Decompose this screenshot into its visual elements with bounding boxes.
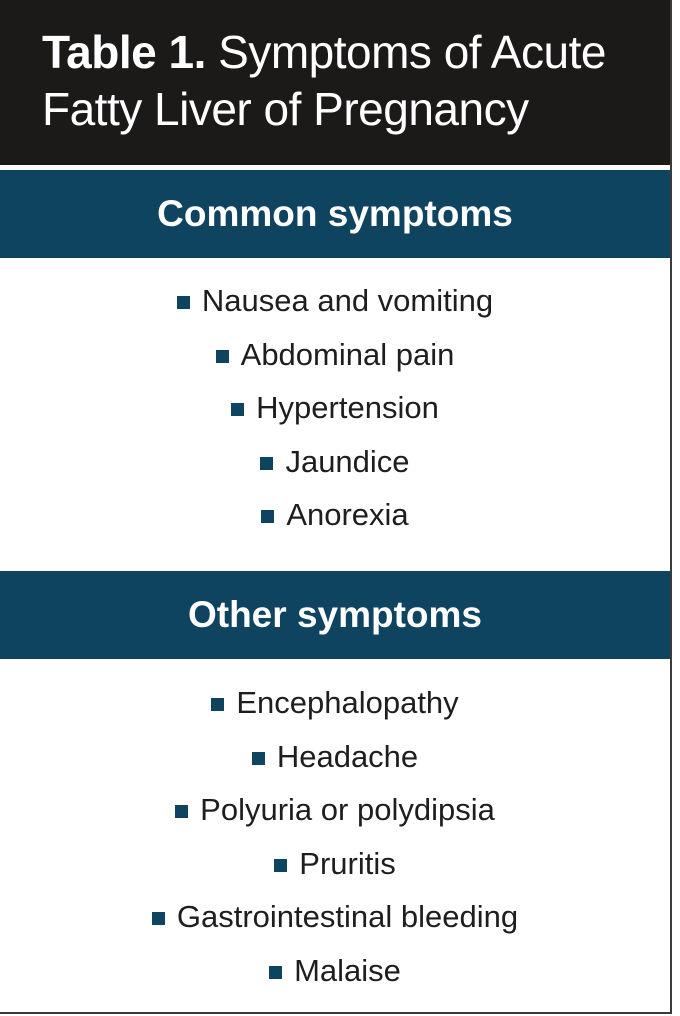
square-bullet-icon xyxy=(260,457,273,470)
square-bullet-icon xyxy=(152,912,165,925)
table-title xyxy=(0,0,670,165)
list-item xyxy=(0,734,670,788)
list-item xyxy=(0,332,670,386)
list-item xyxy=(0,894,670,948)
other-symptoms-list xyxy=(0,680,670,1002)
title-line-2: Fatty Liver of Pregnancy xyxy=(42,83,529,135)
list-item xyxy=(0,948,670,1002)
list-item xyxy=(0,492,670,546)
list-item-label: Encephalopathy xyxy=(236,685,459,720)
list-item-label: Headache xyxy=(276,738,419,774)
list-item-label: Gastrointestinal bleeding xyxy=(176,899,519,935)
list-item-label: Jaundice xyxy=(285,443,410,479)
square-bullet-icon xyxy=(175,805,188,818)
list-item xyxy=(0,787,670,841)
list-item xyxy=(0,680,670,734)
square-bullet-icon xyxy=(261,510,274,523)
list-item-label: Malaise xyxy=(294,952,401,988)
square-bullet-icon xyxy=(252,752,265,765)
section-header-other: Other symptoms xyxy=(0,571,670,659)
title-line-1 xyxy=(42,24,670,81)
common-symptoms-list xyxy=(0,278,670,546)
square-bullet-icon xyxy=(211,698,224,711)
square-bullet-icon xyxy=(177,296,190,309)
list-item-label: Pruritis xyxy=(299,845,396,881)
list-item-label: Polyuria or polydipsia xyxy=(200,792,495,828)
list-item xyxy=(0,841,670,895)
table-number: Table 1. xyxy=(42,26,206,78)
list-item-label: Anorexia xyxy=(286,497,409,533)
list-item xyxy=(0,439,670,493)
square-bullet-icon xyxy=(216,350,229,363)
list-item-label: Hypertension xyxy=(256,390,439,426)
list-item xyxy=(0,278,670,332)
section-header-common: Common symptoms xyxy=(0,170,670,258)
title-line-1-text: Symptoms of Acute xyxy=(218,26,606,78)
square-bullet-icon xyxy=(231,403,244,416)
list-item-label: Nausea and vomiting xyxy=(201,283,494,318)
square-bullet-icon xyxy=(274,859,287,872)
square-bullet-icon xyxy=(269,966,282,979)
list-item-label: Abdominal pain xyxy=(240,336,455,372)
list-item xyxy=(0,385,670,439)
